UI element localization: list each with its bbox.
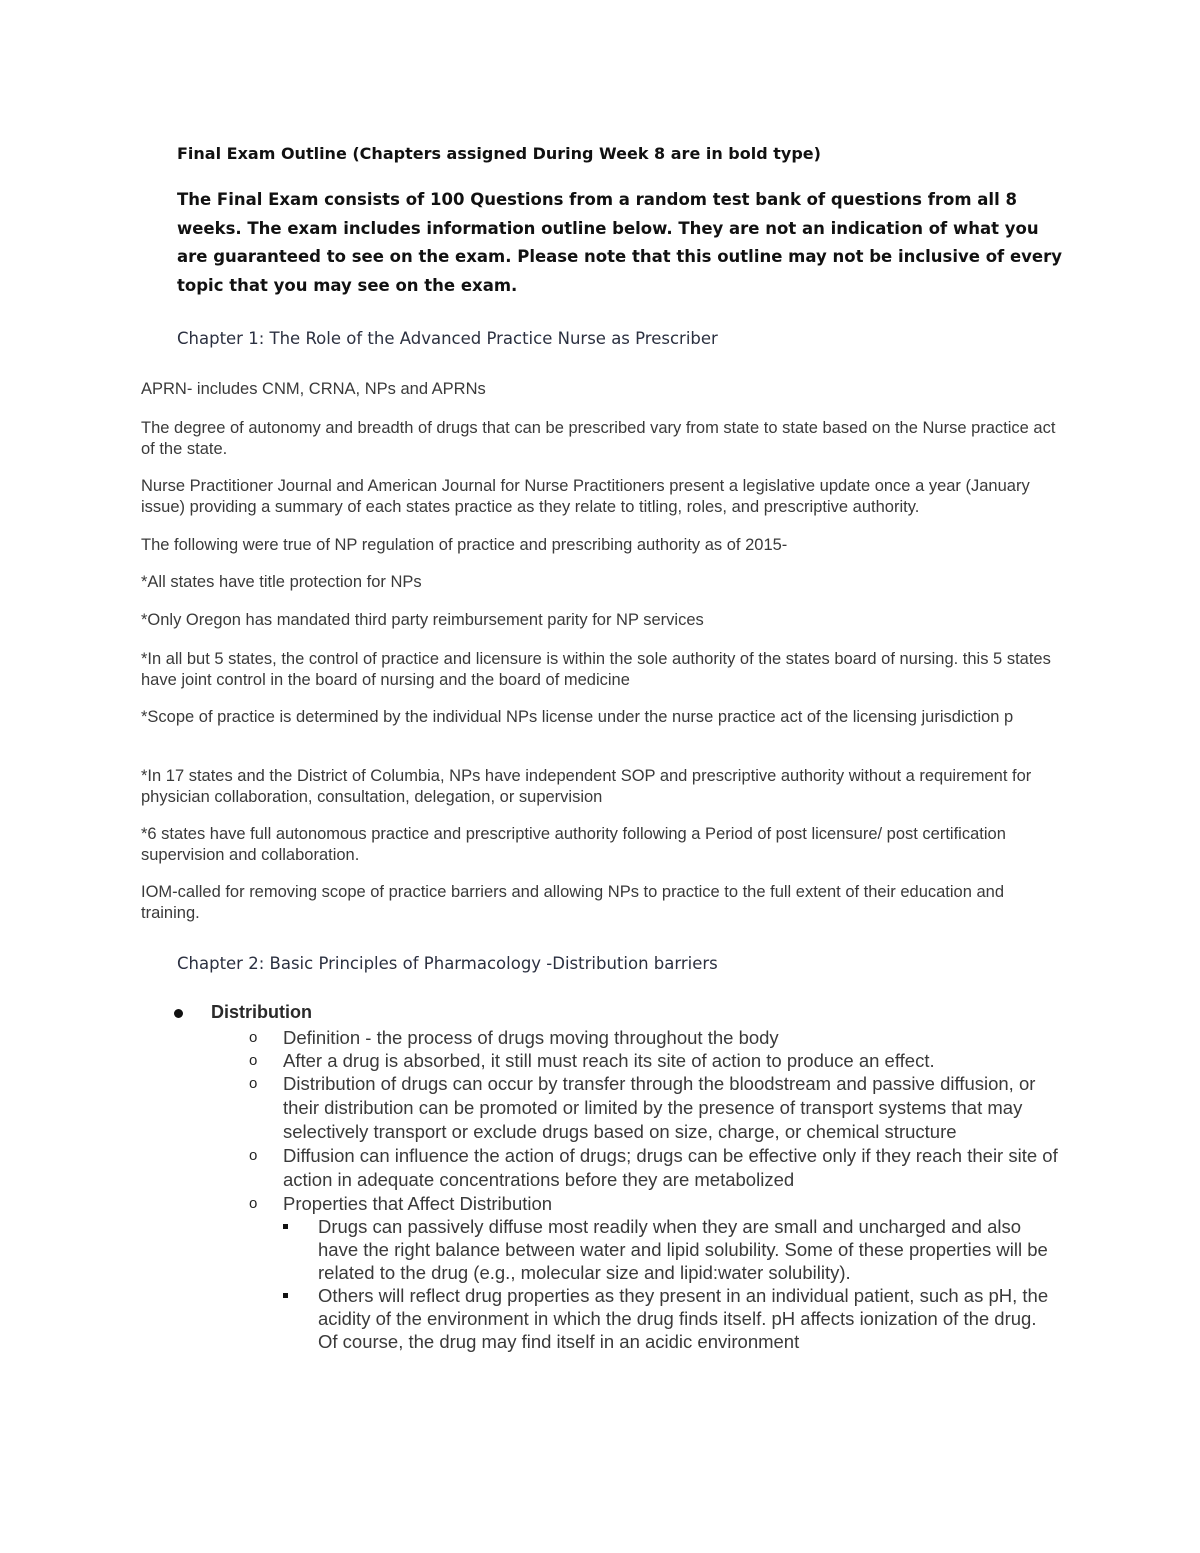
list-item-text: After a drug is absorbed, it still must reach its site of action to produce an effect.: [283, 1050, 935, 1071]
bullet-disc-icon: [174, 1009, 183, 1018]
list-item-text: Definition - the process of drugs moving throughout the body: [283, 1027, 779, 1048]
document-title: Final Exam Outline (Chapters assigned During Week 8 are in bold type): [177, 144, 821, 163]
chapter-1-paragraph: Nurse Practitioner Journal and American Journal for Nurse Practitioners present a legislative update once a year (January issue) providing a summary of each states practice as they relate to titling, roles, and prescriptive authority.: [141, 477, 1030, 516]
chapter-1-paragraph: *Scope of practice is determined by the individual NPs license under the nurse practice act of the licensing jurisdiction p: [141, 708, 1014, 726]
intro-paragraph: The Final Exam consists of 100 Questions from a random test bank of questions from all 8 weeks. The exam includes information outline below. They are not an indication of what you are guaranteed to see on the exam. Please note that this outline may not be inclusive of every topic that you may see on the exam.: [177, 190, 1062, 295]
list-item-text: Drugs can passively diffuse most readily when they are small and uncharged and also have the right balance between water and lipid solubility. Some of these properties will be related to the drug (e.g., molecular size and lipid:water solubility).: [318, 1216, 1048, 1283]
circle-bullet-icon: o: [249, 1147, 258, 1164]
square-bullet-icon: [283, 1293, 288, 1298]
circle-bullet-icon: o: [249, 1075, 258, 1092]
chapter-1-paragraph: IOM-called for removing scope of practice barriers and allowing NPs to practice to the full extent of their education and training.: [141, 883, 1005, 922]
chapter-1-paragraph: APRN- includes CNM, CRNA, NPs and APRNs: [141, 380, 486, 398]
list-item: [247, 1215, 1058, 1284]
chapter-1-paragraph: *In all but 5 states, the control of practice and licensure is within the sole authority of the states board of nursing. this 5 states have joint control in the board of nursing and the board of medicine: [141, 650, 1051, 689]
chapter-1-paragraph: *All states have title protection for NPs: [141, 573, 422, 591]
chapter-1-paragraph: The degree of autonomy and breadth of drugs that can be prescribed vary from state to state based on the Nurse practice act of the state.: [141, 419, 1056, 458]
list-item-text: Distribution of drugs can occur by transfer through the bloodstream and passive diffusion, or their distribution can be promoted or limited by the presence of transport systems that may selectively transport or exclude drugs based on size, charge, or chemical structure: [283, 1073, 1036, 1142]
circle-bullet-icon: o: [249, 1029, 258, 1046]
circle-bullet-icon: o: [249, 1195, 258, 1212]
distribution-sub-list: [247, 1026, 1067, 1353]
list-item: [247, 1049, 1067, 1072]
chapter-1-heading: Chapter 1: The Role of the Advanced Practice Nurse as Prescriber: [177, 329, 718, 348]
list-item: [247, 1072, 1067, 1144]
list-item-text: Diffusion can influence the action of drugs; drugs can be effective only if they reach their site of action in adequate concentrations before they are metabolized: [283, 1145, 1058, 1190]
list-item-text: Others will reflect drug properties as they present in an individual patient, such as pH, the acidity of the environment in which the drug finds itself. pH affects ionization of the drug. Of course, the drug may find itself in an acidic environment: [318, 1285, 1049, 1352]
list-item: [247, 1192, 1067, 1215]
list-item: [247, 1026, 1067, 1049]
chapter-1-paragraph: The following were true of NP regulation of practice and prescribing authority as of 2015-: [141, 536, 788, 554]
chapter-2-heading: Chapter 2: Basic Principles of Pharmacology -Distribution barriers: [177, 954, 718, 973]
chapter-1-paragraph: *In 17 states and the District of Columbia, NPs have independent SOP and prescriptive authority without a requirement for physician collaboration, consultation, delegation, or supervision: [141, 767, 1032, 806]
bullet-distribution: Distribution: [211, 1002, 312, 1022]
chapter-1-paragraph: *6 states have full autonomous practice and prescriptive authority following a Period of post licensure/ post certification supervision and collaboration.: [141, 825, 1006, 864]
list-item: [247, 1144, 1067, 1192]
circle-bullet-icon: o: [249, 1052, 258, 1069]
square-bullet-icon: [283, 1224, 288, 1229]
list-item-text: Properties that Affect Distribution: [283, 1193, 553, 1214]
list-item: [247, 1284, 1058, 1353]
chapter-1-paragraph: *Only Oregon has mandated third party reimbursement parity for NP services: [141, 611, 704, 629]
